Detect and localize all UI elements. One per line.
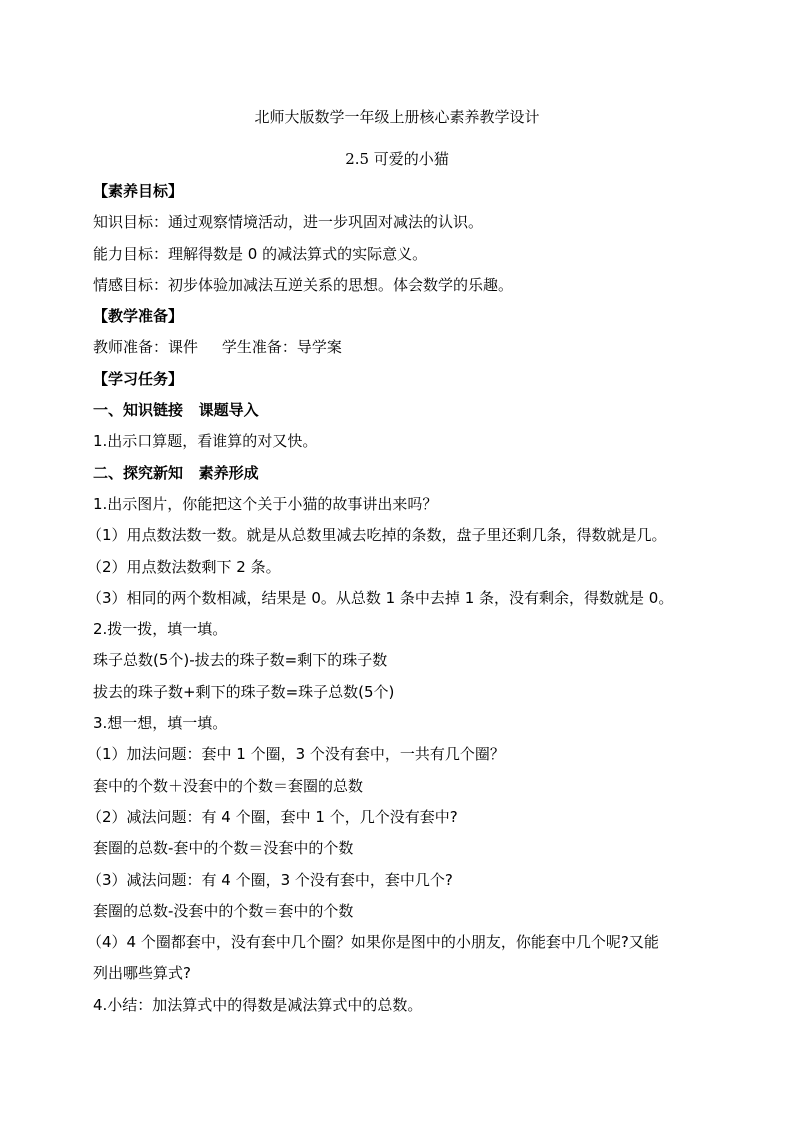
task-line: （1）用点数法数一数。就是从总数里减去吃掉的条数，盘子里还剩几条，得数就是几。: [87, 526, 667, 545]
formula-line: 套中的个数＋没套中的个数＝套圈的总数: [93, 776, 364, 795]
formula-line: 套圈的总数-套中的个数＝没套中的个数: [93, 839, 354, 858]
task-line: （3）减法问题：有 4 个圈，3 个没有套中，套中几个?: [87, 870, 453, 889]
lesson-title: 2.5 可爱的小猫: [345, 150, 449, 168]
section-heading-preparation: 【教学准备】: [93, 307, 184, 326]
knowledge-goal: 知识目标：通过观察情境活动，进一步巩固对减法的认识。: [93, 213, 484, 232]
task-line: 1.出示口算题，看谁算的对又快。: [93, 432, 318, 451]
document-title: 北师大版数学一年级上册核心素养教学设计: [254, 108, 540, 126]
preparation-text: 教师准备：课件 学生准备：导学案: [93, 338, 342, 357]
ability-goal: 能力目标：理解得数是 0 的减法算式的实际意义。: [93, 244, 428, 263]
section-heading-learning-tasks: 【学习任务】: [93, 369, 184, 388]
task-line: （2）用点数法数剩下 2 条。: [87, 557, 281, 576]
task-line: 3.想一想，填一填。: [93, 714, 228, 733]
task-line-continued: 列出哪些算式?: [93, 964, 191, 983]
subheading-knowledge-link: 一、知识链接 课题导入: [93, 401, 259, 420]
summary-line: 4.小结：加法算式中的得数是减法算式中的总数。: [93, 995, 423, 1014]
formula-line: 珠子总数(5个)-拔去的珠子数=剩下的珠子数: [93, 651, 388, 670]
document-body: [87, 176, 723, 1021]
subheading-explore: 二、探究新知 素养形成: [93, 463, 259, 482]
section-heading-literacy-goals: 【素养目标】: [93, 182, 184, 200]
task-line: （1）加法问题：套中 1 个圈，3 个没有套中，一共有几个圈？: [87, 745, 505, 764]
formula-line: 拔去的珠子数+剩下的珠子数=珠子总数(5个): [93, 682, 395, 701]
task-line: （2）减法问题：有 4 个圈，套中 1 个，几个没有套中?: [87, 807, 458, 826]
formula-line: 套圈的总数-没套中的个数＝套中的个数: [93, 901, 354, 920]
task-line: （3）相同的两个数相减，结果是 0。从总数 1 条中去掉 1 条，没有剩余，得数就是 0。: [87, 588, 674, 607]
task-line: （4）4 个圈都套中，没有套中几个圈？如果你是图中的小朋友，你能套中几个呢?又能: [87, 933, 659, 952]
task-line: 1.出示图片，你能把这个关于小猫的故事讲出来吗？: [93, 494, 438, 513]
emotion-goal: 情感目标：初步体验加减法互逆关系的思想。体会数学的乐趣。: [93, 275, 514, 294]
task-line: 2.拨一拨，填一填。: [93, 620, 228, 639]
